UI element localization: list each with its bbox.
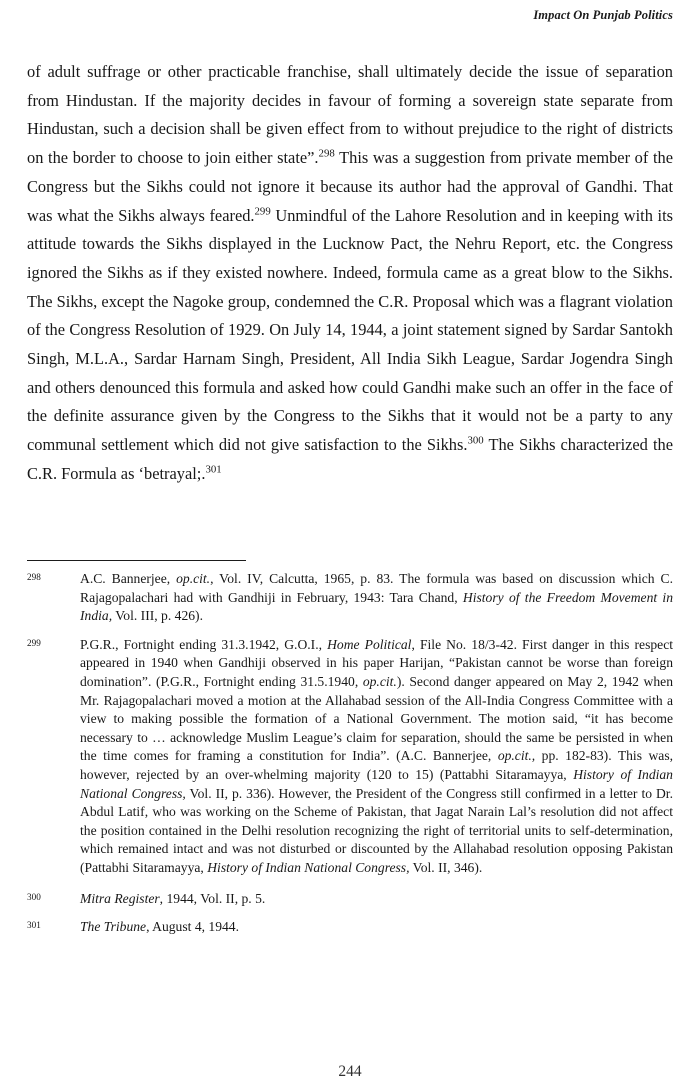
footnote-text: The Tribune, August 4, 1944. xyxy=(80,919,239,935)
footnote-text: A.C. Bannerjee, op.cit., Vol. IV, Calcutta, 1965, p. 83. The formula was based on discussion which C. Rajagopalachari had with Gandhiji in February, 1943: Tara Chand, History of the Freedom Movement in India, Vol. III, p. 426). xyxy=(80,571,673,624)
footnote-number: 300 xyxy=(27,891,41,902)
footnote-text: Mitra Register, 1944, Vol. II, p. 5. xyxy=(80,890,266,906)
running-header-title: Impact On Punjab Politics xyxy=(533,8,673,22)
body-text-block xyxy=(27,58,673,489)
footnote-number: 299 xyxy=(27,637,41,648)
body-paragraph: of adult suffrage or other practicable franchise, shall ultimately decide the issue of separation from Hindustan. If the majority decides in favour of forming a sovereign state separate from Hindustan, such a decision shall be given effect from to without prejudice to the right of districts on the border to choose to join either state”.$^{298}$ This was a suggestion from private member of the Congress but the Sikhs could not ignore it because its author had the approval of Gandhi. That was what the Sikhs always feared.$^{299}$ Unmindful of the Lahore Resolution and in keeping with its attitude towards the Sikhs displayed in the Lucknow Pact, the Nehru Report, etc. the Congress ignored the Sikhs as if they existed nowhere. Indeed, formula came as a great blow to the Sikhs. The Sikhs, except the Nagoke group, condemned the C.R. Proposal which was a flagrant violation of the Congress Resolution of 1929. On July 14, 1944, a joint statement signed by Sardar Santokh Singh, M.L.A., Sardar Harnam Singh, President, All India Sikh League, Sardar Jogendra Singh and others denounced this formula and asked how could Gandhi make such an offer in the face of the definite assurance given by the Congress to the Sikhs that it would not be a party to any communal settlement which did not give satisfaction to the Sikhs.$^{300}$ The Sikhs characterized the C.R. Formula as ‘betrayal;.$^{301}$ xyxy=(27,62,673,483)
footnote-entry xyxy=(27,890,673,909)
running-header xyxy=(27,8,673,23)
footnote-entry xyxy=(27,570,673,626)
footnote-separator-rule xyxy=(27,560,246,561)
footnote-number: 301 xyxy=(27,920,41,931)
page-number: 244 xyxy=(338,1063,362,1080)
footnote-entry xyxy=(27,636,673,878)
footnote-entry xyxy=(27,918,673,937)
footnote-text: P.G.R., Fortnight ending 31.3.1942, G.O.I., Home Political, File No. 18/3-42. First danger in this respect appeared in 1940 when Gandhiji observed in his paper Harijan, “Pakistan cannot be worse than foreign domination”. (P.G.R., Fortnight ending 31.5.1940, op.cit.). Second danger appeared on May 2, 1942 when Mr. Rajagopalachari moved a motion at the Allahabad session of the All-India Congress Committee with a view to making possible the formation of a National Government. The motion said, “it has become necessary to … acknowledge Muslim League’s claim for separation, should the same be persisted in when the time comes for framing a constitution for India”. (A.C. Bannerjee, op.cit., pp. 182-83). This was, however, rejected by an over-whelming majority (120 to 15) (Pattabhi Sitaramayya, History of Indian National Congress, Vol. II, p. 336). However, the President of the Congress still confirmed in a letter to Dr. Abdul Latif, who was working on the Scheme of Pakistan, that Jagat Narain Lal’s resolution did not affect the position contained in the Delhi resolution recognizing the right of territorial units to self-determination, which remained intact and was not disturbed or discounted by the Allahabad resolution opposing Pakistan (Pattabhi Sitaramayya, History of Indian National Congress, Vol. II, 346). xyxy=(80,636,674,875)
footnote-number: 298 xyxy=(27,572,41,582)
footnotes-section xyxy=(27,570,673,937)
